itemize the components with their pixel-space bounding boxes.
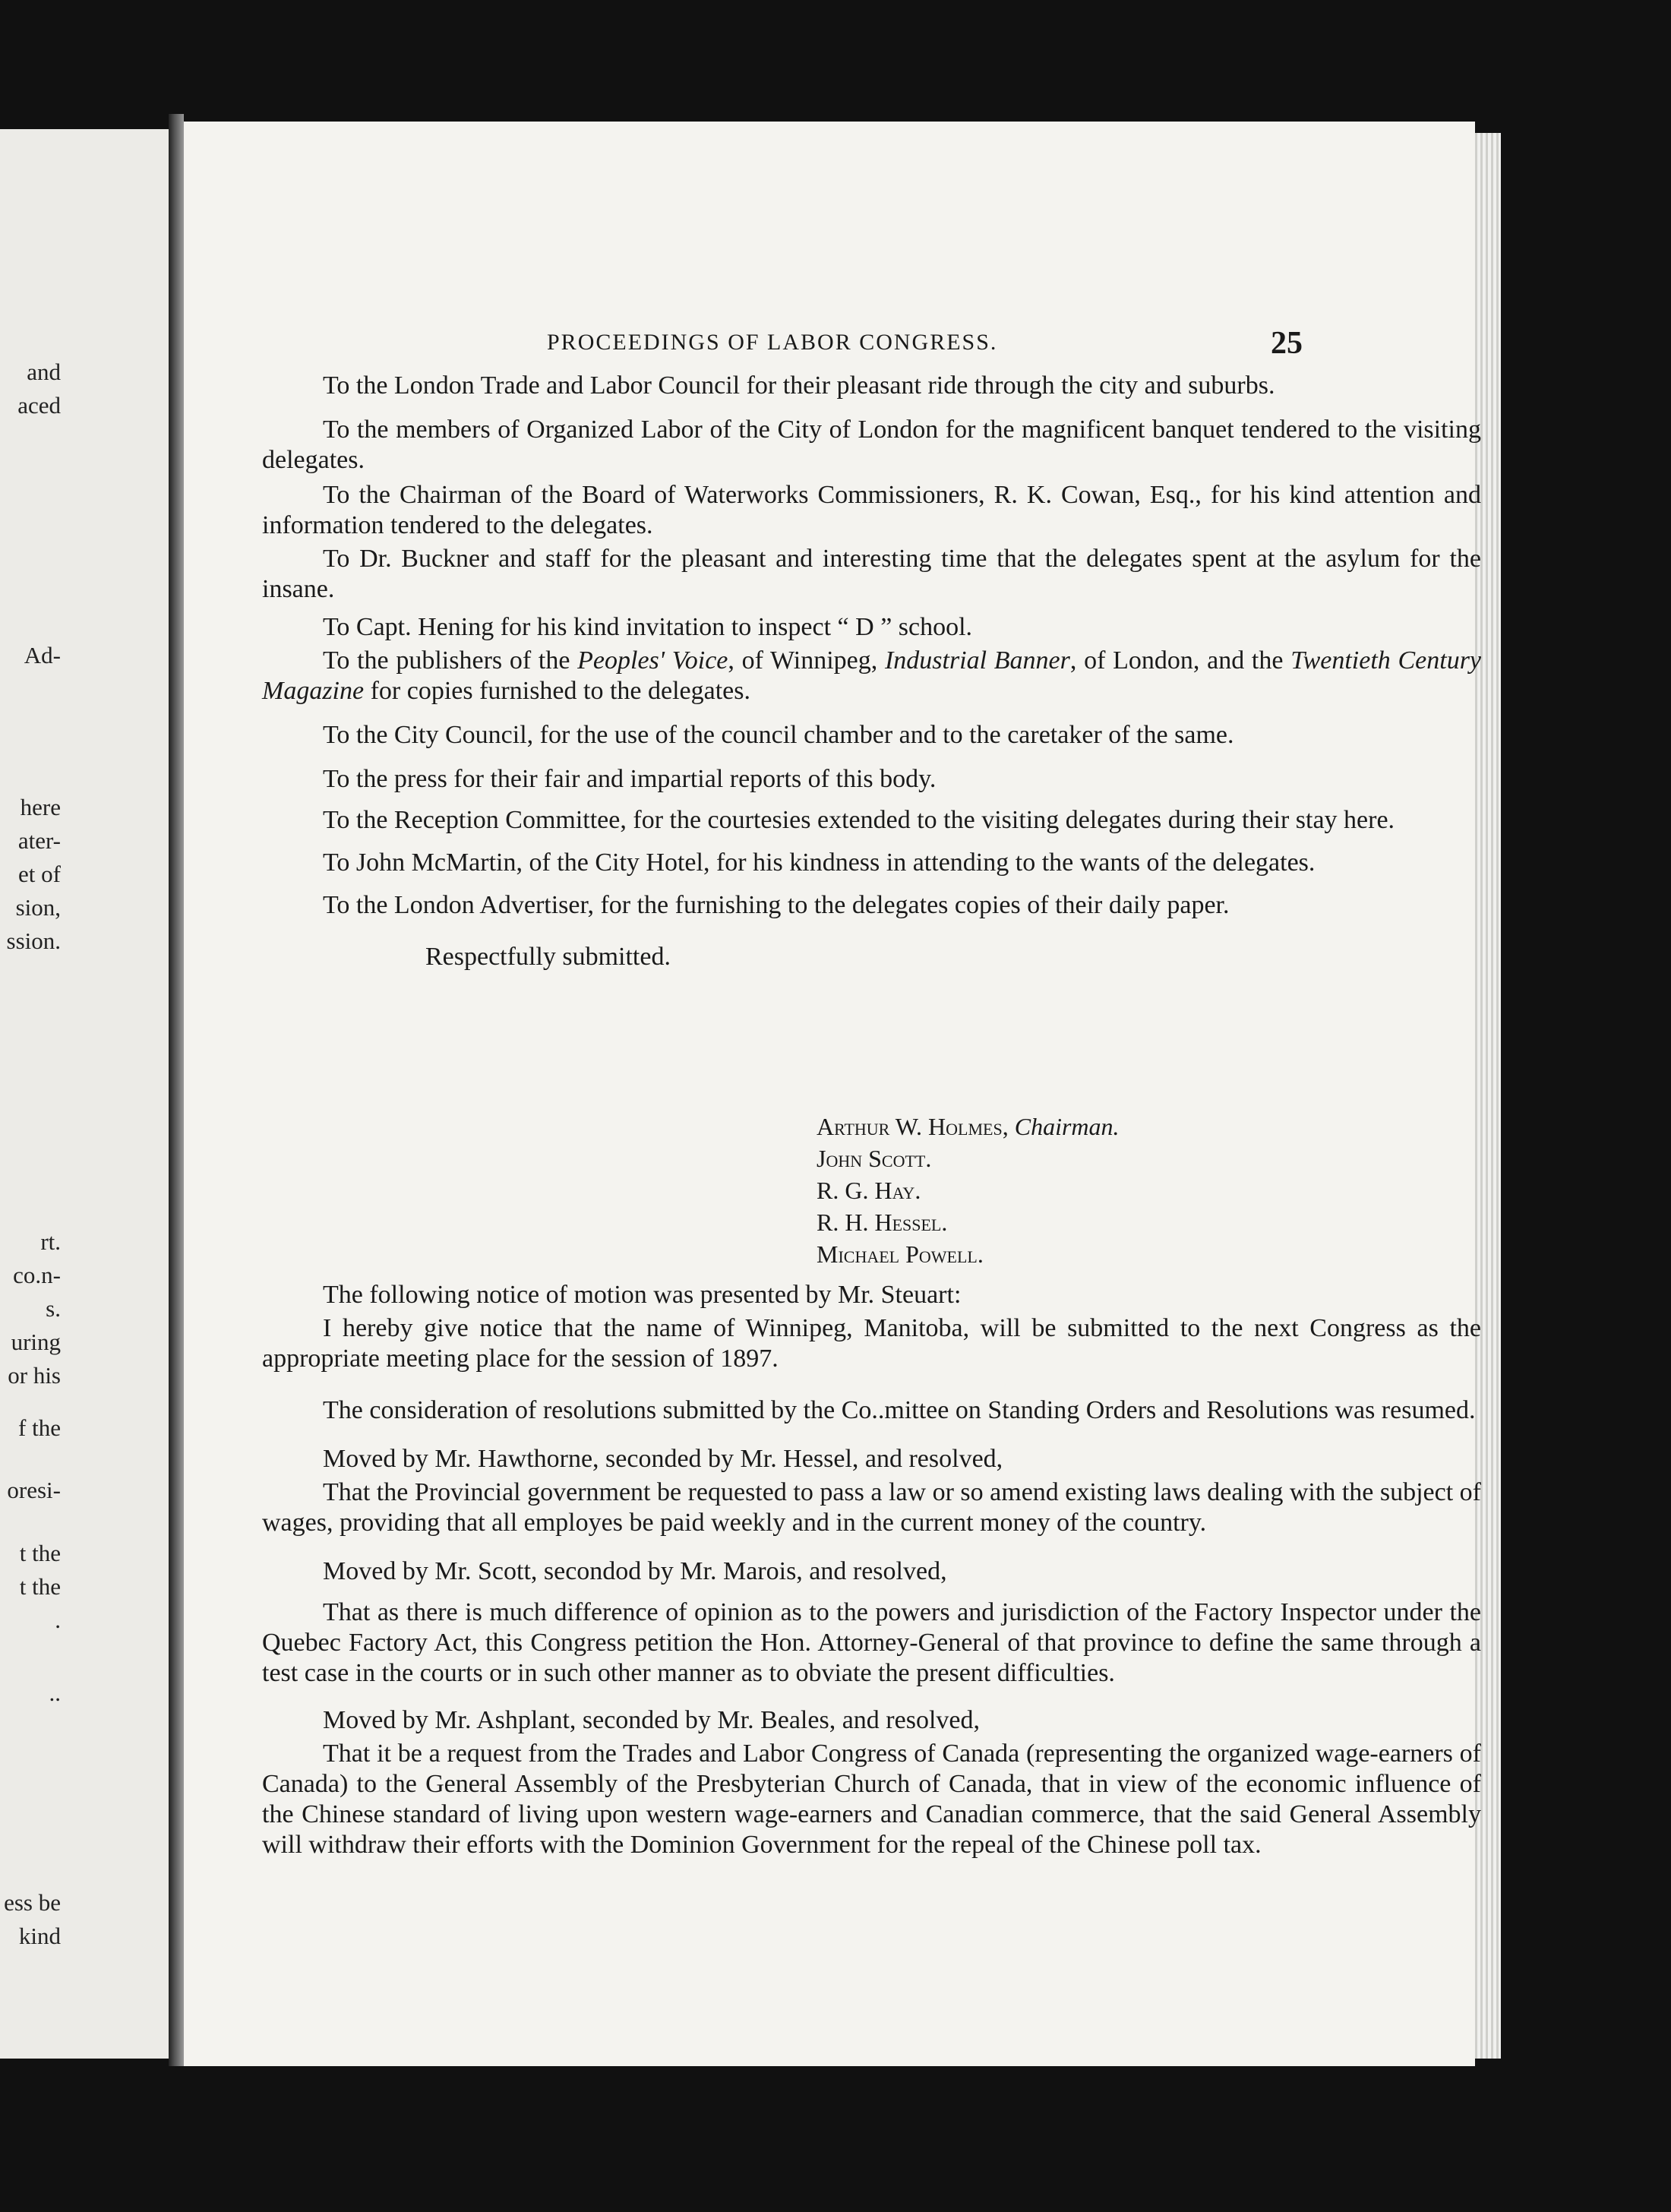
left-page-fragment: t the: [19, 1573, 61, 1600]
signature-title: Chairman.: [1014, 1113, 1120, 1140]
body-paragraph: The consideration of resolutions submitted by the Co..mittee on Standing Orders and Resolutions was resumed.: [323, 1396, 1476, 1424]
publication-title: Peoples' Voice: [577, 646, 728, 675]
closing-line: Respectfully submitted.: [425, 943, 671, 971]
left-page-fragment: rt.: [40, 1228, 61, 1255]
thanks-item: To the London Trade and Labor Council for their pleasant ride through the city and suburbs.: [323, 371, 1275, 400]
resolution-paragraph: That it be a request from the Trades and Labor Congress of Canada (representing the organized wage-earners of Canada) to the General Assembly of the Presbyterian Church of Canada, that in view of the economic influence of the Chinese standard of living upon western wage-earners and Canadian commerce, that the said General Assembly will withdraw their efforts with the Dominion Government for the repeal of the Chinese poll tax.: [262, 1740, 1481, 1859]
thanks-item: To the press for their fair and impartial reports of this body.: [323, 765, 937, 793]
left-page-fragment: .: [55, 1607, 61, 1633]
left-page-fragment: ssion.: [6, 927, 61, 954]
left-page-fragment: Ad-: [24, 642, 61, 668]
signature-name: Arthur W. Holmes,: [817, 1113, 1009, 1140]
left-page-fragment: oresi-: [7, 1477, 61, 1503]
left-page-fragment: or his: [8, 1362, 61, 1389]
motion-line: Moved by Mr. Scott, secondod by Mr. Marois, and resolved,: [323, 1557, 947, 1585]
signature-name: John Scott.: [817, 1145, 932, 1172]
publication-title: Twentieth Century Magazine: [262, 646, 1482, 705]
publication-title: Industrial Banner: [884, 646, 1070, 675]
left-page-fragment: here: [20, 794, 61, 820]
thanks-item: To John McMartin, of the City Hotel, for his kindness in attending to the wants of the delegates.: [323, 848, 1316, 877]
book-gutter: [169, 114, 184, 2066]
page-number: 25: [1271, 326, 1303, 361]
body-paragraph: I hereby give notice that the name of Winnipeg, Manitoba, will be submitted to the next Congress as the appropriate meeting place for the session of 1897.: [262, 1314, 1481, 1373]
thanks-item: To the members of Organized Labor of the City of London for the magnificent banquet tendered to the visiting delegates.: [262, 416, 1481, 474]
publishers-text: To the publishers of the: [323, 646, 578, 675]
left-page-fragment: aced: [17, 392, 61, 419]
thanks-item: To the London Advertiser, for the furnishing to the delegates copies of their daily paper.: [323, 891, 1230, 919]
left-page-fragment: ..: [49, 1680, 61, 1706]
thanks-list: [262, 371, 1481, 972]
left-page-fragment: co.n-: [13, 1262, 61, 1288]
page-header: [547, 325, 1303, 363]
left-page-fragment: s.: [46, 1295, 61, 1322]
thanks-item: To Capt. Hening for his kind invitation to inspect “ D ” school.: [323, 613, 973, 641]
signature-name: Michael Powell.: [817, 1240, 984, 1268]
left-page-fragment: t the: [19, 1540, 61, 1566]
motion-line: Moved by Mr. Ashplant, seconded by Mr. Beales, and resolved,: [323, 1706, 980, 1734]
running-head: PROCEEDINGS OF LABOR CONGRESS.: [547, 330, 998, 355]
left-page-fragment: uring: [11, 1329, 61, 1355]
publishers-text: , of Winnipeg,: [728, 646, 885, 675]
signature-name: R. H. Hessel.: [817, 1209, 948, 1236]
proceedings-body: [262, 1280, 1481, 1860]
left-page-fragment: kind: [18, 1923, 61, 1949]
thanks-item-publishers: [262, 646, 1481, 706]
thanks-item: To the Chairman of the Board of Waterworks Commissioners, R. K. Cowan, Esq., for his kind attention and information tendered to the delegates.: [262, 481, 1481, 539]
thanks-item: To the Reception Committee, for the courtesies extended to the visiting delegates during their stay here.: [323, 806, 1395, 834]
signature-name: R. G. Hay.: [817, 1177, 921, 1204]
left-page-fragment: sion,: [15, 894, 61, 921]
motion-line: Moved by Mr. Hawthorne, seconded by Mr. Hessel, and resolved,: [323, 1445, 1003, 1473]
thanks-item: To Dr. Buckner and staff for the pleasant and interesting time that the delegates spent at the asylum for the insane.: [262, 545, 1481, 603]
resolution-paragraph: That as there is much difference of opinion as to the powers and jurisdiction of the Factory Inspector under the Quebec Factory Act, this Congress petition the Hon. Attorney-General of that province to define the same through a test case in the courts or in such other manner as to obviate the present difficulties.: [262, 1598, 1481, 1687]
publishers-text: for copies furnished to the delegates.: [364, 677, 750, 705]
body-paragraph: The following notice of motion was presented by Mr. Steuart:: [323, 1281, 962, 1309]
left-page-fragment: f the: [18, 1414, 61, 1441]
left-page-fragment: and: [27, 359, 61, 385]
left-page-fragment: ater-: [17, 827, 61, 854]
thanks-item: To the City Council, for the use of the council chamber and to the caretaker of the same.: [323, 721, 1234, 749]
signature-block: [817, 1111, 1120, 1270]
resolution-paragraph: That the Provincial government be requested to pass a law or so amend existing laws dealing with the subject of wages, providing that all employes be paid weekly and in the current money of the country.: [262, 1478, 1481, 1537]
left-page-fragment: et of: [18, 861, 61, 887]
publishers-text: , of London, and the: [1069, 646, 1291, 675]
left-page-fragment: ess be: [4, 1889, 61, 1916]
signature-chairman: [817, 1111, 1120, 1142]
